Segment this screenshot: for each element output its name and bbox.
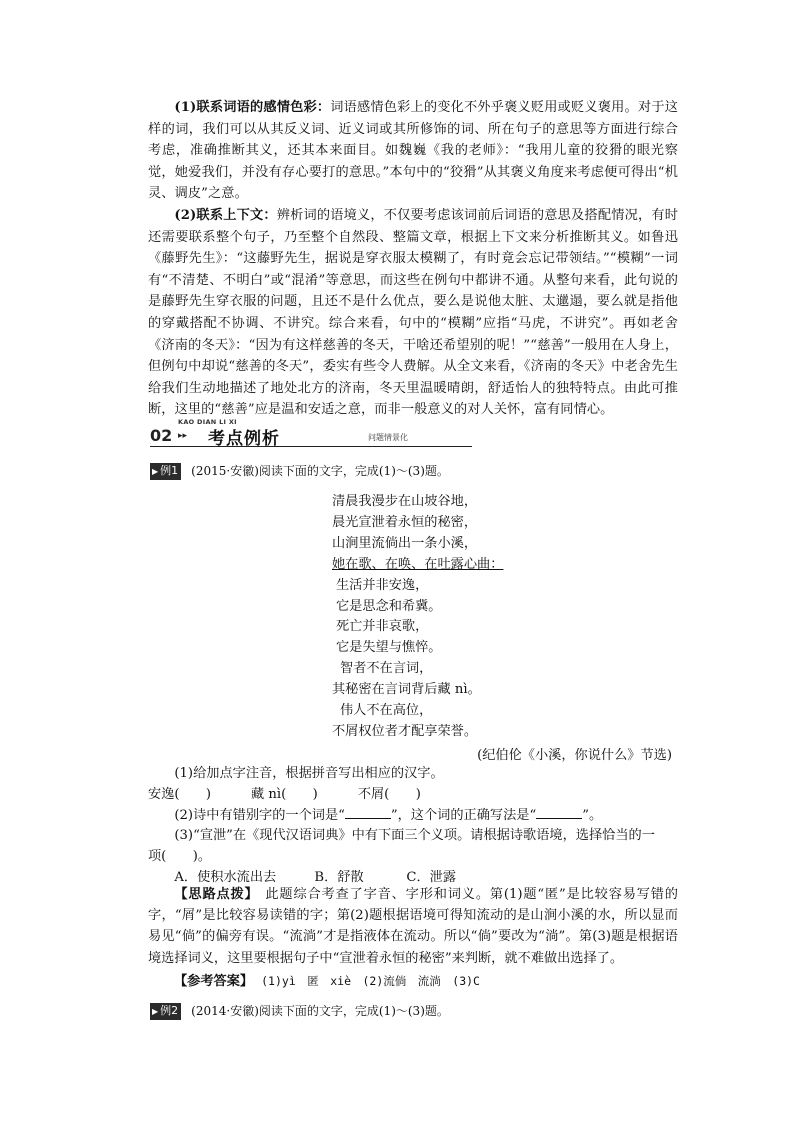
section-header [150, 418, 472, 448]
example-2-heading [150, 1002, 449, 1021]
poem-line: 晨光宣泄着永恒的秘密， [332, 514, 478, 530]
section-title: 考点例析 [208, 429, 280, 449]
section-arrow-icon: ▸▸ [178, 431, 188, 441]
hint-text: 此题综合考查了字音、字形和词义。第(1)题“匿”是比较容易写错的字，“屑”是比较容易读错的字；第(2)题根据语境可得知流动的是山涧小溪的水，所以显而易见“倘”的偏旁有误。“流淌”才是指液体在流动。所以“倘”要改为“淌”。第(3)题是根据语境选择词义，这里要根据句子中“宣泄着永恒的秘密”来判断，就不难做出选择了。 [148, 887, 678, 966]
question-1-item-c: 不屑( ) [357, 786, 421, 802]
intro-p2-text: 辨析词的语境义，不仅要考虑该词前后词语的意思及搭配情况，有时还需要联系整个句子，乃至整个自然段、整篇文章，根据上下文来分析推断其义。如鲁迅《藤野先生》：“这藤野先生，据说是穿衣服太模糊了，有时竟会忘记带领结。”“模糊”一词有“不清楚、不明白”或“混淆”等意思，而这些在例句中都讲不通。从整句来看，此句说的是藤野先生穿衣服的问题，且还不是什么优点，要么是说他太脏、太邋遢，要么就是指他的穿戴搭配不协调、不讲究。综合来看，句中的“模糊”应指“马虎，不讲究”。再如老舍《济南的冬天》：“因为有这样慈善的冬天，干啥还希望别的呢！”“慈善”一般用在人身上，但例句中却说“慈善的冬天”，委实有些令人费解。从全文来看，《济南的冬天》中老舍先生给我们生动地描述了地处北方的济南，冬天里温暖晴朗，舒适怡人的独特特点。由此可推断，这里的“慈善”应是温和安适之意，而非一般意义的对人关怀，富有同情心。 [148, 207, 678, 418]
question-1: (1)给加点字注音，根据拼音写出相应的汉字。 [174, 766, 444, 781]
intro-section [148, 97, 678, 421]
example-1-badge [150, 463, 181, 480]
poem-credit: (纪伯伦《小溪，你说什么》节选) [477, 748, 672, 763]
example-1-source: (2015·安徽)阅读下面的文字，完成(1)～(3)题。 [191, 464, 449, 478]
answer-blank[interactable] [345, 806, 391, 819]
poem-line: 生活并非安逸， [336, 577, 429, 593]
poem-line: 其秘密在言词背后藏 nì。 [332, 682, 481, 698]
poem-line: 死亡并非哀歌， [336, 619, 429, 635]
intro-p1-text: 词语感情色彩上的变化不外乎褒义贬用或贬义褒用。对于这样的词，我们可以从其反义词、近义词或其所修饰的词、所在句子的意思等方面进行综合考虑，准确推断其义，还其本来面目。如魏巍《我的老师》：“我用儿童的狡猾的眼光察觉，她爱我们，并没有存心要打的意思。”本句中的“狡猾”从其褒义角度来考虑便可得出“机灵、调皮”之意。 [148, 100, 678, 202]
section-divider [150, 446, 472, 447]
question-3-line-2: 项( )。 [148, 849, 212, 865]
section-pinyin: KAO DIAN LI XI [178, 418, 237, 426]
choice-c: C．泄露 [406, 869, 457, 885]
poem-line: 伟人不在高位， [340, 703, 433, 719]
poem [332, 492, 503, 743]
poem-line: 山涧里流倘出一条小溪， [332, 535, 478, 551]
answer-text: (1)yì 匿 xiè (2)流倘 流淌 (3)C [261, 974, 480, 988]
question-2-before: (2)诗中有错别字的一个词是“ [174, 807, 345, 823]
example-1-badge-label: 例1 [160, 464, 179, 477]
poem-line-underlined: 她在歌、在唤、在吐露心曲： [332, 556, 504, 572]
hint-label: 【思路点拨】 [174, 887, 259, 902]
example-2-source: (2014·安徽)阅读下面的文字，完成(1)～(3)题。 [191, 1004, 449, 1018]
question-1-item-a: 安逸( ) [148, 786, 212, 802]
section-number: 02 [150, 426, 173, 445]
example-2-badge-label: 例2 [160, 1004, 179, 1017]
question-1-item-b: 藏 nì( ) [251, 786, 318, 802]
question-3-line-1: (3)“宣泄”在《现代汉语词典》中有下面三个义项。请根据诗歌语境，选择恰当的一 [174, 828, 655, 844]
question-2-after: ”。 [582, 807, 603, 823]
choice-b: B．舒散 [314, 869, 364, 885]
question-2-mid: ”，这个词的正确写法是“ [390, 807, 537, 823]
poem-line: 不屑权位者才配享荣誉。 [332, 723, 478, 739]
answer-section [148, 970, 480, 989]
hint-paragraph [148, 884, 678, 969]
question-2 [148, 806, 678, 827]
triangle-icon: ▶ [152, 1007, 159, 1016]
choice-a: A．使积水流出去 [174, 869, 277, 885]
poem-line: 清晨我漫步在山坡谷地， [332, 494, 478, 509]
questions [148, 764, 678, 889]
example-2-badge [150, 1003, 181, 1020]
section-subtitle: 问题情景化 [368, 433, 408, 442]
intro-p1-label: (1)联系词语的感情色彩： [174, 100, 331, 115]
poem-line: 它是思念和希冀。 [336, 598, 442, 614]
answer-blank[interactable] [536, 806, 582, 819]
hint-section [148, 884, 678, 969]
triangle-icon: ▶ [152, 467, 159, 476]
intro-paragraph-2 [148, 205, 678, 421]
poem-line: 它是失望与憔悴。 [336, 640, 442, 656]
intro-paragraph-1 [148, 97, 678, 205]
answer-label: 【参考答案】 [174, 974, 254, 989]
example-1-heading [150, 462, 449, 481]
question-1-items [148, 785, 678, 806]
poem-line: 智者不在言词， [340, 661, 433, 677]
intro-p2-label: (2)联系上下文： [174, 207, 277, 223]
